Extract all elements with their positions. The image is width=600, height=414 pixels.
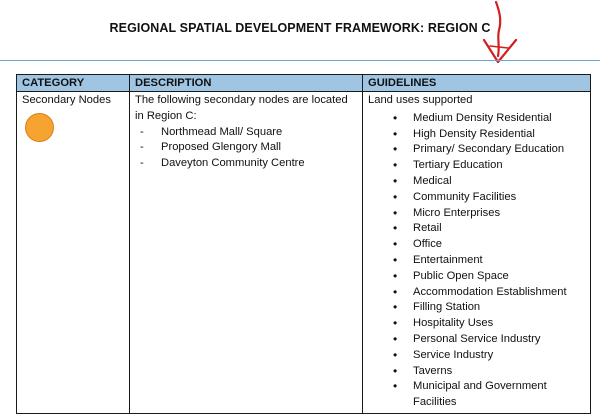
orange-circle-icon <box>25 113 54 142</box>
list-item: • Medical <box>368 174 585 190</box>
list-item: • Entertainment <box>368 253 585 269</box>
list-item: - Daveyton Community Centre <box>140 157 305 170</box>
list-item: • High Density Residential <box>368 127 585 143</box>
list-item: • Public Open Space <box>368 269 585 285</box>
list-item: • Service Industry <box>368 348 585 364</box>
list-item: - Northmead Mall/ Square <box>140 125 283 138</box>
description-header: DESCRIPTION <box>130 75 363 92</box>
description-cell <box>130 92 363 414</box>
guidelines-header: GUIDELINES <box>363 75 591 92</box>
land-uses-list <box>368 111 585 411</box>
category-cell <box>17 92 130 414</box>
list-item: • Hospitality Uses <box>368 316 585 332</box>
category-header: CATEGORY <box>17 75 130 92</box>
list-item: • Community Facilities <box>368 190 585 206</box>
table-row <box>17 92 591 414</box>
list-item: • Micro Enterprises <box>368 206 585 222</box>
header-rule <box>0 60 600 61</box>
list-item: • Accommodation Establishment <box>368 285 585 301</box>
secondary-nodes-list <box>135 125 357 172</box>
list-item: • Taverns <box>368 364 585 380</box>
table-header-row <box>17 75 591 92</box>
document-title: REGIONAL SPATIAL DEVELOPMENT FRAMEWORK: REGION C <box>109 21 491 35</box>
list-item: • Medium Density Residential <box>368 111 585 127</box>
list-item: • Tertiary Education <box>368 158 585 174</box>
list-item: • Personal Service Industry <box>368 332 585 348</box>
guidelines-cell <box>363 92 591 414</box>
category-label: Secondary Nodes <box>22 94 111 106</box>
description-intro: The following secondary nodes are located in Region C: <box>135 94 348 122</box>
list-item: • Filling Station <box>368 300 585 316</box>
list-item: - Proposed Glengory Mall <box>140 141 282 154</box>
red-arrow-annotation-icon <box>478 0 522 72</box>
framework-table <box>16 74 591 414</box>
guidelines-intro: Land uses supported <box>368 94 473 106</box>
list-item: • Municipal and Government Facilities <box>368 379 585 411</box>
list-item: • Office <box>368 237 585 253</box>
list-item: • Retail <box>368 221 585 237</box>
list-item: • Primary/ Secondary Education <box>368 142 585 158</box>
